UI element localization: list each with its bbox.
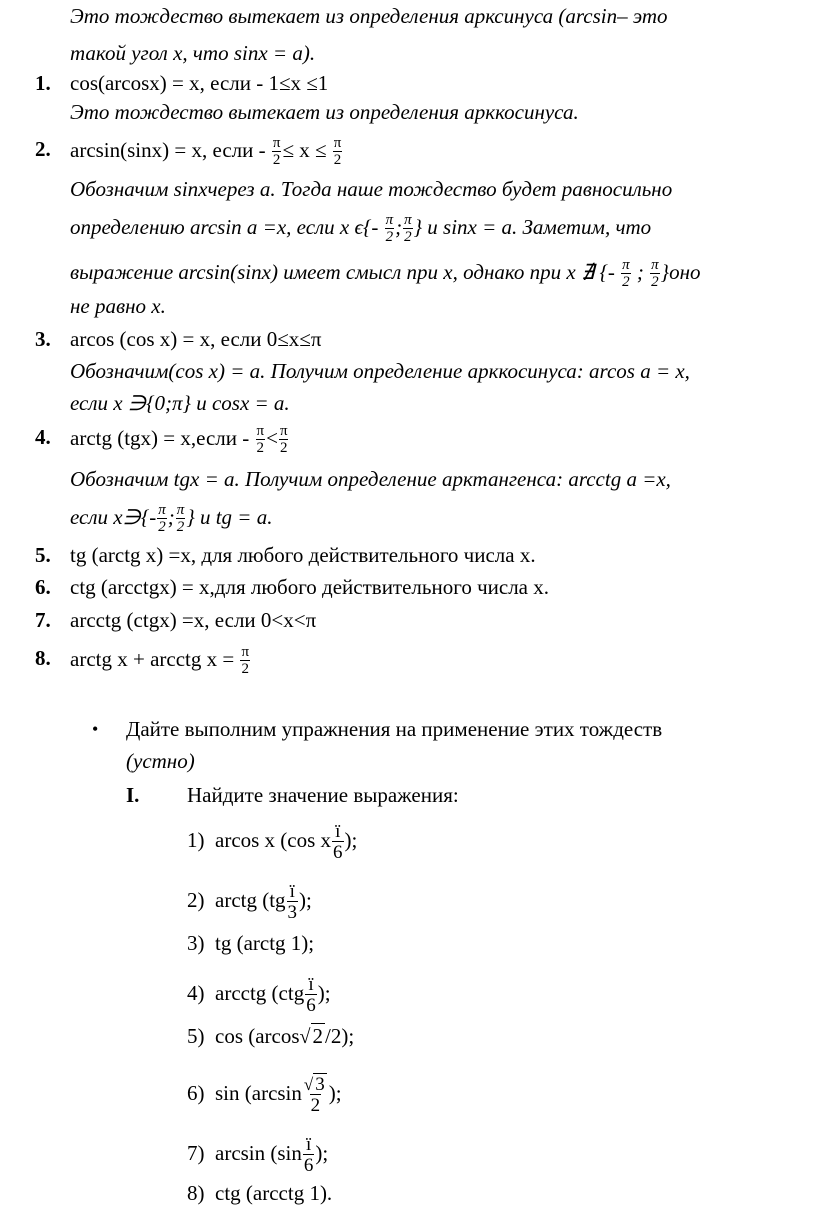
pi-over-2-fraction: $\frac{\pi}{2}$ bbox=[385, 212, 394, 245]
identity-2-note-4: не равно x. bbox=[70, 294, 166, 318]
identity-2-part-a: arcsin(sinx) = x, если - bbox=[70, 137, 266, 162]
fraction: $\frac{√ 3}{2}$ bbox=[303, 1074, 325, 1116]
item-number-7: 7. bbox=[35, 608, 51, 632]
pi-over-2-fraction: $\frac{\pi}{2}$ bbox=[333, 135, 342, 168]
identity-3-note-2: если x ∋{0;π} и cosx = a. bbox=[70, 391, 290, 415]
item-number-4: 4. bbox=[35, 425, 51, 449]
identity-2-note-1: Обозначим sinxчерез a. Тогда наше тождество будет равносильно bbox=[70, 177, 673, 201]
square-root: √2 bbox=[299, 1024, 324, 1048]
fraction: $\frac{ï}{6}$ bbox=[333, 821, 343, 863]
task-5: 5) cos (arcos√2/2); bbox=[187, 1024, 355, 1048]
pi-over-2-fraction: $\frac{\pi}{2}$ bbox=[158, 502, 166, 535]
identity-3: arcos (cos x) = x, если 0≤x≤π bbox=[70, 327, 322, 351]
task-2: 2) arctg (tg $\frac{ï}{3}$ ); bbox=[187, 881, 312, 923]
intro-line-1: Это тождество вытекает из определения арксинуса (arcsin– это bbox=[70, 4, 668, 28]
item-number-2: 2. bbox=[35, 137, 51, 161]
identity-2-note-2: определению arcsin a =x, если x ϵ{- $\frac{\pi}{2}$ ; $\frac{\pi}{2}$ } и sinx = a. Заметим, что bbox=[70, 212, 652, 245]
identity-4-note-1: Обозначим tgx = a. Получим определение арктангенса: arcctg a =x, bbox=[70, 467, 671, 491]
identity-7: arcctg (ctgx) =x, если 0<x<π bbox=[70, 608, 317, 632]
pi-over-2-fraction: $\frac{\pi}{2}$ bbox=[651, 257, 659, 290]
identity-2-note-3: выражение arcsin(sinx) имеет смысл при x, однако при x ∄ {- $\frac{\pi}{2}$ ; $\frac{\pi}{2}$ }оно bbox=[70, 257, 701, 290]
identity-4: arctg (tgx) = x,если - $\frac{\pi}{2}$ < $\frac{\pi}{2}$ bbox=[70, 423, 288, 456]
fraction: $\frac{ï}{6}$ bbox=[303, 1134, 314, 1176]
exercise-intro-line-2: (устно) bbox=[126, 749, 195, 773]
pi-over-2-fraction: $\frac{\pi}{2}$ bbox=[241, 644, 250, 677]
pi-over-2-fraction: $\frac{\pi}{2}$ bbox=[622, 257, 630, 290]
identity-6: ctg (arcctgx) = x,для любого действительного числа x. bbox=[70, 575, 549, 599]
task-6: 6) sin (arcsin $\frac{√ 3}{2}$ ); bbox=[187, 1074, 342, 1116]
item-number-5: 5. bbox=[35, 543, 51, 567]
identity-8: arctg x + arcctg x = $\frac{\pi}{2}$ bbox=[70, 644, 250, 677]
identity-3-note-1: Обозначим(cos x) = a. Получим определение арккосинуса: arcos a = x, bbox=[70, 359, 690, 383]
item-number-6: 6. bbox=[35, 575, 51, 599]
section-title: Найдите значение выражения: bbox=[187, 783, 459, 807]
item-number-3: 3. bbox=[35, 327, 51, 351]
identity-5: tg (arctg x) =x, для любого действительного числа x. bbox=[70, 543, 536, 567]
fraction: $\frac{ï}{6}$ bbox=[306, 974, 316, 1016]
task-8: 8) ctg (arcctg 1). bbox=[187, 1181, 333, 1205]
pi-over-2-fraction: $\frac{\pi}{2}$ bbox=[256, 423, 265, 456]
identity-2-part-b: ≤ x ≤ bbox=[282, 137, 327, 162]
pi-over-2-fraction: $\frac{\pi}{2}$ bbox=[272, 135, 281, 168]
exercise-intro-line-1: Дайте выполним упражнения на применение этих тождеств bbox=[126, 717, 663, 741]
pi-over-2-fraction: $\frac{\pi}{2}$ bbox=[404, 212, 412, 245]
identity-4-note-2: если x∋{- $\frac{\pi}{2}$ ; $\frac{\pi}{2}$ } и tg = a. bbox=[70, 502, 273, 535]
section-number: I. bbox=[126, 783, 140, 807]
task-4: 4) arcctg (ctg $\frac{ï}{6}$ ); bbox=[187, 974, 331, 1016]
task-7: 7) arcsin (sin $\frac{ï}{6}$ ); bbox=[187, 1134, 329, 1176]
pi-over-2-fraction: $\frac{\pi}{2}$ bbox=[176, 502, 185, 535]
task-3: 3) tg (arctg 1); bbox=[187, 931, 315, 955]
identity-1-note: Это тождество вытекает из определения арккосинуса. bbox=[70, 100, 579, 124]
identity-1: cos(arcosx) = x, если - 1≤x ≤1 bbox=[70, 71, 329, 95]
fraction: $\frac{ï}{3}$ bbox=[287, 881, 298, 923]
pi-over-2-fraction: $\frac{\pi}{2}$ bbox=[279, 423, 288, 456]
task-1: 1) arcos x (cos x $\frac{ï}{6}$ ); bbox=[187, 821, 358, 863]
bullet-icon: • bbox=[92, 719, 99, 739]
item-number-1: 1. bbox=[35, 71, 51, 95]
item-number-8: 8. bbox=[35, 646, 51, 670]
intro-line-2: такой угол x, что sinx = a). bbox=[70, 41, 316, 65]
square-root: √ 3 bbox=[303, 1074, 325, 1095]
identity-2 bbox=[70, 136, 343, 168]
